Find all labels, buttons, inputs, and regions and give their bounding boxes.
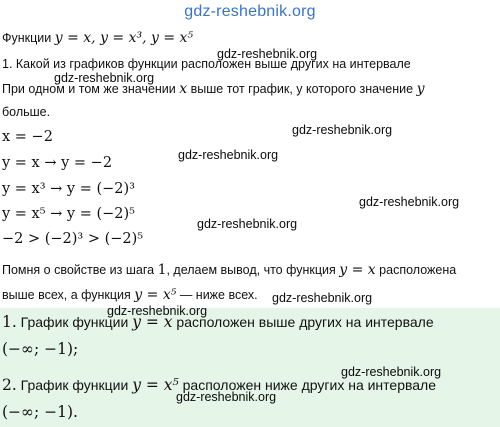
math-line-3: y = x³ → y = (−2)³ — [2, 181, 135, 197]
answer-2-formula: y = x⁵ — [132, 376, 179, 394]
answer-1-number: 1. — [2, 313, 17, 331]
explanation-var-y: y — [416, 81, 425, 97]
answer-1-text: расположен выше других на интервале — [172, 314, 434, 330]
conclusion-line-2 — [2, 287, 258, 303]
functions-line — [2, 30, 193, 46]
conclusion-text: расположена — [375, 263, 457, 277]
watermark: gdz-reshebnik.org — [54, 71, 155, 85]
answer-1-interval: (−∞; −1); — [2, 340, 79, 358]
conclusion-line-1 — [2, 262, 456, 278]
explanation-var-x: x — [179, 81, 188, 97]
conclusion-formula-1: y = x — [339, 262, 376, 278]
conclusion-text: выше всех, а функция — [2, 288, 135, 302]
explanation-text: При одном и том же значении — [2, 82, 180, 96]
watermark: gdz-reshebnik.org — [272, 291, 373, 305]
answer-2-number: 2. — [2, 376, 17, 394]
explanation-line-1 — [2, 81, 424, 97]
watermark: gdz-reshebnik.org — [178, 148, 279, 162]
math-line-4: y = x⁵ → y = (−2)⁵ — [2, 206, 135, 222]
watermark: gdz-reshebnik.org — [292, 123, 393, 137]
answer-2-text: расположен ниже других на интервале — [178, 377, 437, 393]
functions-formula: y = x, y = x³, y = x⁵ — [54, 30, 194, 46]
watermark: gdz-reshebnik.org — [359, 195, 460, 209]
math-line-5: −2 > (−2)³ > (−2)⁵ — [2, 231, 144, 247]
site-header[interactable]: gdz-reshebnik.org — [184, 3, 316, 20]
watermark: gdz-reshebnik.org — [176, 390, 277, 404]
watermark: gdz-reshebnik.org — [197, 217, 298, 231]
functions-label: Функции — [2, 31, 55, 45]
conclusion-text: — ниже всех. — [176, 288, 258, 302]
question-text: 1. Какой из графиков функции расположен выше других на интервале — [2, 57, 411, 71]
answer-1-formula: y = x — [132, 313, 173, 331]
watermark: gdz-reshebnik.org — [217, 47, 318, 61]
math-line-2: y = x → y = −2 — [2, 155, 113, 171]
answer-2-text: График функции — [16, 377, 133, 393]
conclusion-step: 1 — [157, 262, 167, 278]
watermark: gdz-reshebnik.org — [107, 304, 208, 318]
answer-2-interval: (−∞; −1). — [2, 403, 78, 421]
explanation-text: выше тот график, у которого значение — [187, 82, 417, 96]
answer-1-line — [2, 313, 434, 331]
conclusion-formula-2: y = x⁵ — [134, 287, 177, 303]
conclusion-text: Помня о свойстве из шага — [2, 263, 158, 277]
answer-1-text: График функции — [16, 314, 133, 330]
math-line-1: x = −2 — [2, 129, 53, 145]
conclusion-text: , делаем вывод, что функция — [166, 263, 340, 277]
watermark: gdz-reshebnik.org — [341, 365, 442, 379]
explanation-line-2: больше. — [2, 105, 51, 119]
